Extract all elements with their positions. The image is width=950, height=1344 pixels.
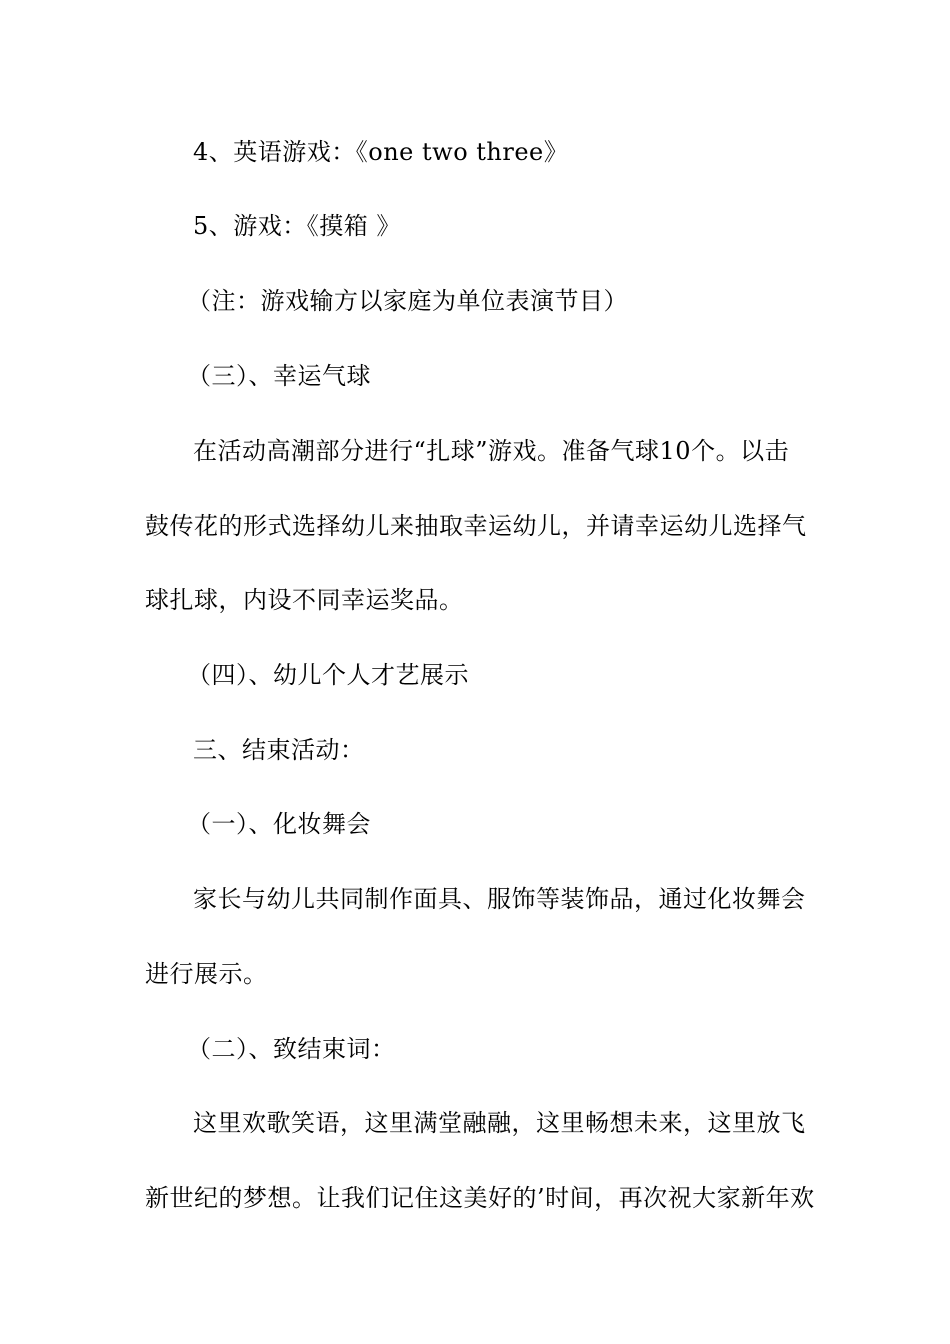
- paragraph-line: 这里欢歌笑语，这里满堂融融，这里畅想未来，这里放飞: [193, 1109, 806, 1137]
- section-heading-masquerade: （一）、化妆舞会: [187, 810, 371, 838]
- section-heading-talent-show: （四）、幼儿个人才艺展示: [187, 661, 469, 689]
- paragraph-line: 新世纪的梦想。让我们记住这美好的’时间，再次祝大家新年欢: [145, 1184, 815, 1212]
- section-heading-closing-activity: 三、结束活动：: [193, 736, 365, 764]
- list-item-box-game: 5、游戏：《摸箱 》: [193, 212, 401, 240]
- paragraph-line: 家长与幼儿共同制作面具、服饰等装饰品，通过化妆舞会: [193, 885, 806, 913]
- section-heading-closing-speech: （二）、致结束词：: [187, 1035, 396, 1063]
- section-heading-lucky-balloon: （三）、幸运气球: [187, 362, 371, 390]
- paragraph-line: 在活动高潮部分进行“扎球”游戏。准备气球10个。以击: [193, 437, 790, 465]
- paragraph-line: 球扎球，内设不同幸运奖品。: [145, 586, 464, 614]
- list-item-english-game: 4、英语游戏：《one two three》: [193, 138, 569, 166]
- paragraph-line: 进行展示。: [145, 960, 268, 988]
- paragraph-line: 鼓传花的形式选择幼儿来抽取幸运幼儿，并请幸运幼儿选择气: [145, 512, 807, 540]
- note-paragraph: （注：游戏输方以家庭为单位表演节目）: [187, 287, 628, 315]
